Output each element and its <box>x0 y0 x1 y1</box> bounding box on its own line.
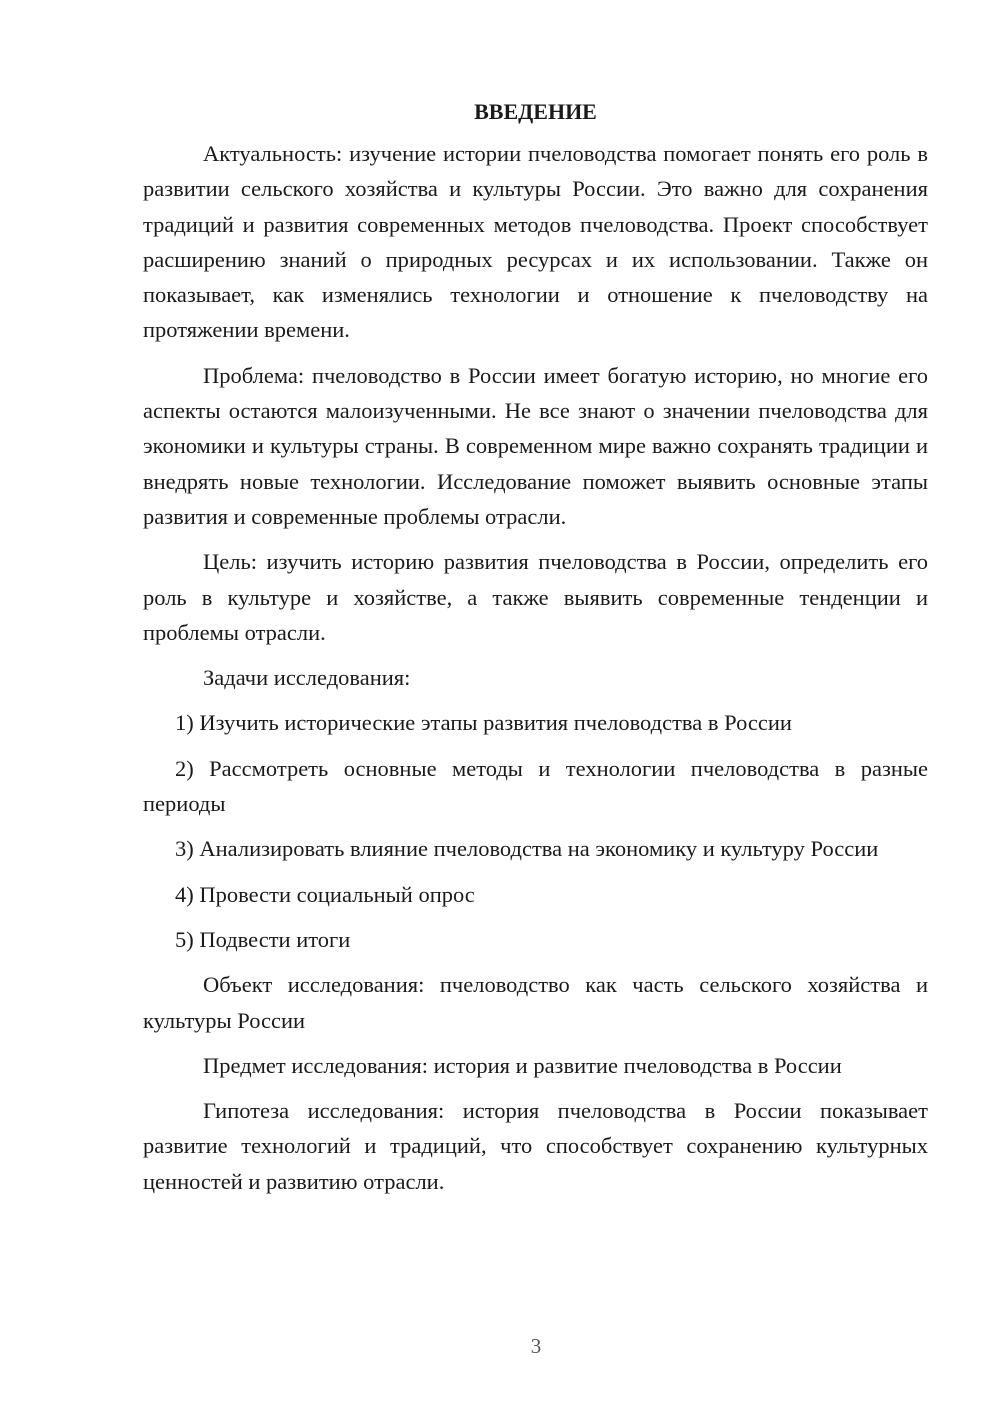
paragraph-hypothesis: Гипотеза исследования: история пчеловодства в России показывает развитие технологий и традиций, что способствует сохранению культурных ценностей и развитию отрасли. <box>143 1098 928 1194</box>
task-item-4: 4) Провести социальный опрос <box>175 881 475 907</box>
page-number: 3 <box>530 1334 542 1358</box>
paragraph-relevance: Актуальность: изучение истории пчеловодства помогает понять его роль в развитии сельского хозяйства и культуры России. Это важно для сохранения традиций и развития современных методов пчеловодства. Проект способствует расширению знаний о природных ресурсах и их использовании. Также он показывает, как изменялись технологии и отношение к пчеловодству на протяжении времени. <box>143 141 928 343</box>
paragraph-problem: Проблема: пчеловодство в России имеет богатую историю, но многие его аспекты остаются малоизученными. Не все знают о значении пчеловодства для экономики и культуры страны. В современном мире важно сохранять традиции и внедрять новые технологии. Исследование поможет выявить основные этапы развития и современные проблемы отрасли. <box>143 362 928 529</box>
paragraph-goal: Цель: изучить историю развития пчеловодства в России, определить его роль в культуре и хозяйстве, а также выявить современные тенденции и проблемы отрасли. <box>143 549 928 645</box>
paragraph-subject: Предмет исследования: история и развитие пчеловодства в России <box>203 1052 842 1078</box>
task-item-3: 3) Анализировать влияние пчеловодства на экономику и культуру России <box>175 836 879 862</box>
task-item-1: 1) Изучить исторические этапы развития пчеловодства в России <box>175 710 792 736</box>
paragraph-object: Объект исследования: пчеловодство как часть сельского хозяйства и культуры России <box>143 972 928 1033</box>
section-heading: ВВЕДЕНИЕ <box>474 99 597 124</box>
task-item-5: 5) Подвести итоги <box>175 926 351 952</box>
task-item-2: 2) Рассмотреть основные методы и технологии пчеловодства в разные периоды <box>143 755 928 817</box>
document-page <box>143 98 928 1209</box>
paragraph-tasks-title: Задачи исследования: <box>203 665 411 691</box>
